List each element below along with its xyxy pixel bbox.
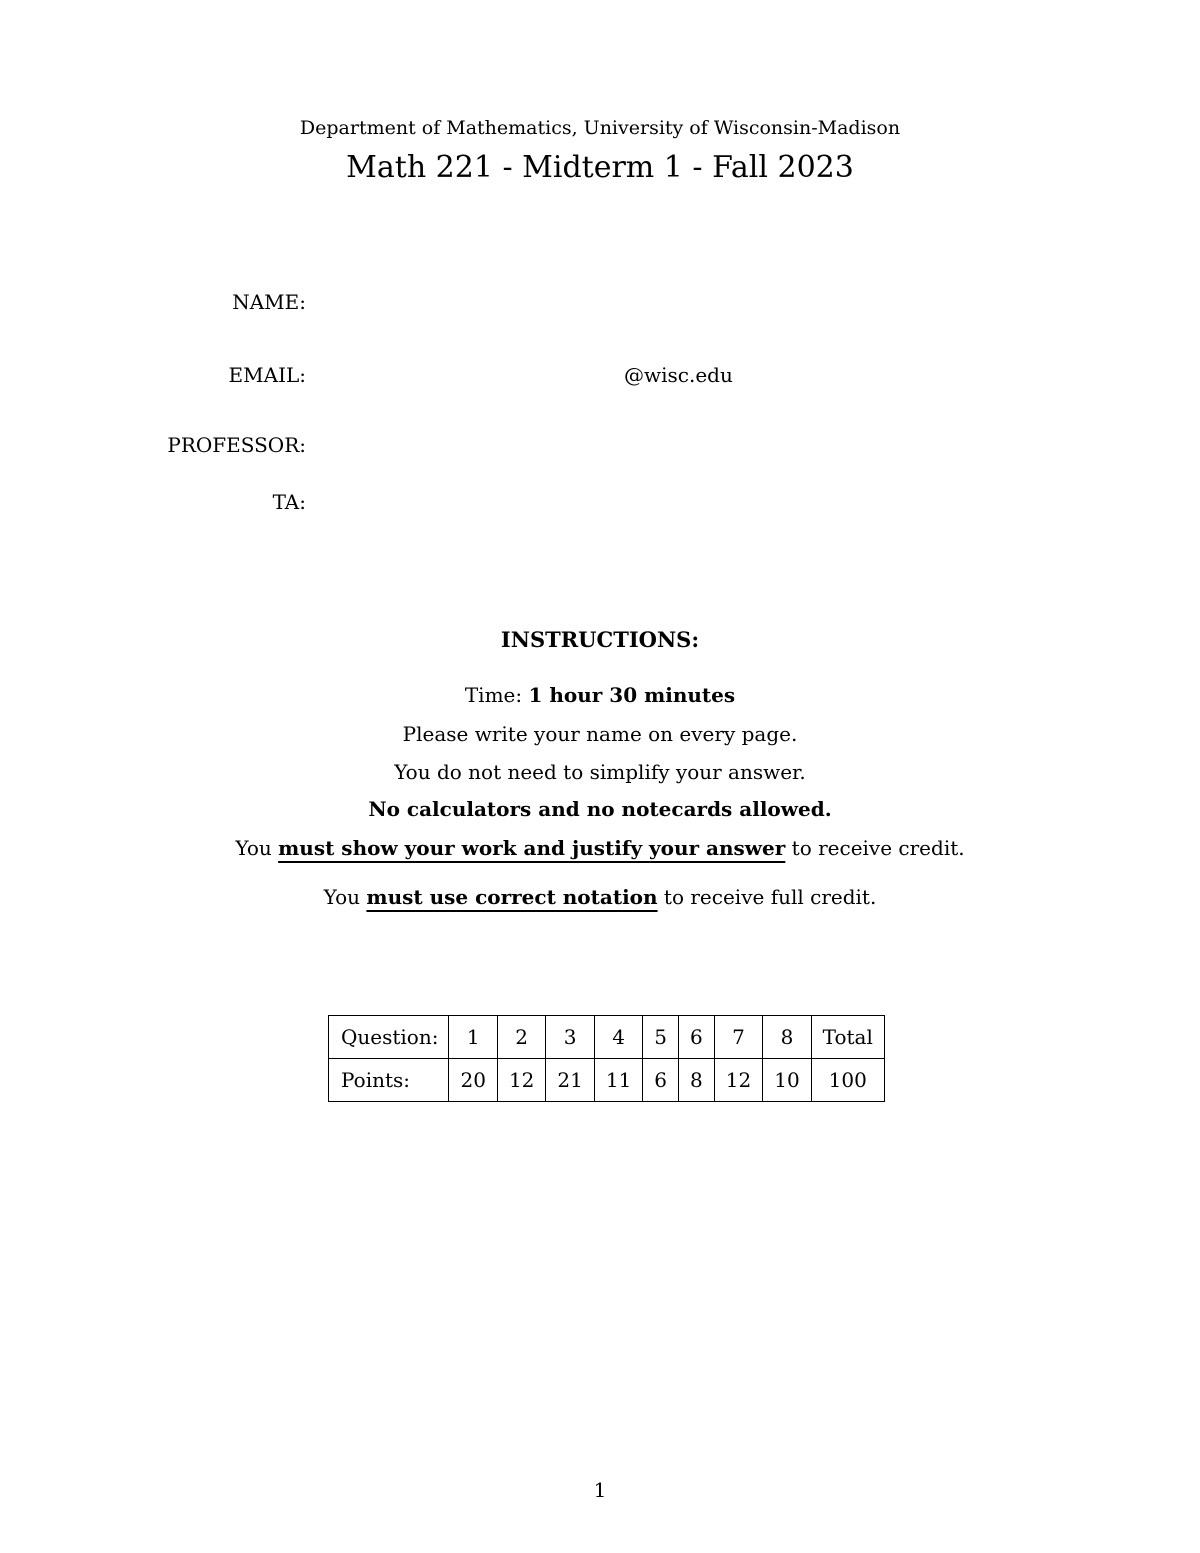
time-limit-line: [0, 683, 1200, 707]
calculator-policy-instruction: No calculators and no notecards allowed.: [368, 797, 832, 821]
question-cell: 6: [679, 1016, 715, 1059]
question-row: [329, 1016, 885, 1059]
question-cell: 8: [763, 1016, 811, 1059]
question-cell: 1: [449, 1016, 497, 1059]
notation-prefix: You: [323, 885, 367, 909]
simplify-instruction: You do not need to simplify your answer.: [394, 760, 806, 784]
points-cell: 10: [763, 1059, 811, 1102]
points-total-cell: 100: [811, 1059, 884, 1102]
points-cell: 6: [643, 1059, 679, 1102]
points-cell: 8: [679, 1059, 715, 1102]
email-domain-suffix: @wisc.edu: [624, 363, 733, 387]
ta-field-label: TA:: [272, 490, 306, 514]
time-value: 1 hour 30 minutes: [528, 683, 736, 707]
email-field-label: EMAIL:: [228, 363, 306, 387]
question-cell: 2: [497, 1016, 545, 1059]
show-work-instruction: [0, 836, 1200, 860]
points-row-label: Points:: [329, 1059, 449, 1102]
professor-field-label: PROFESSOR:: [167, 433, 306, 457]
question-cell: 3: [546, 1016, 594, 1059]
points-row: [329, 1059, 885, 1102]
question-row-label: Question:: [329, 1016, 449, 1059]
instructions-heading: INSTRUCTIONS:: [500, 627, 700, 652]
score-table: [328, 1015, 885, 1102]
question-cell: 7: [714, 1016, 762, 1059]
show-work-suffix: to receive credit.: [785, 836, 965, 860]
exam-title: Math 221 - Midterm 1 - Fall 2023: [346, 150, 854, 185]
page-number: 1: [593, 1478, 607, 1502]
points-cell: 12: [497, 1059, 545, 1102]
notation-suffix: to receive full credit.: [657, 885, 877, 909]
name-field-label: NAME:: [232, 290, 306, 314]
time-prefix: Time:: [464, 683, 529, 707]
show-work-emphasis: must show your work and justify your answer: [278, 836, 786, 860]
points-cell: 11: [594, 1059, 642, 1102]
question-total-cell: Total: [811, 1016, 884, 1059]
write-name-instruction: Please write your name on every page.: [402, 722, 798, 746]
points-cell: 21: [546, 1059, 594, 1102]
question-cell: 5: [643, 1016, 679, 1059]
points-cell: 20: [449, 1059, 497, 1102]
notation-emphasis: must use correct notation: [366, 885, 658, 909]
points-cell: 12: [714, 1059, 762, 1102]
department-line: Department of Mathematics, University of Wisconsin-Madison: [299, 117, 901, 139]
question-cell: 4: [594, 1016, 642, 1059]
show-work-prefix: You: [235, 836, 279, 860]
notation-instruction: [0, 885, 1200, 909]
